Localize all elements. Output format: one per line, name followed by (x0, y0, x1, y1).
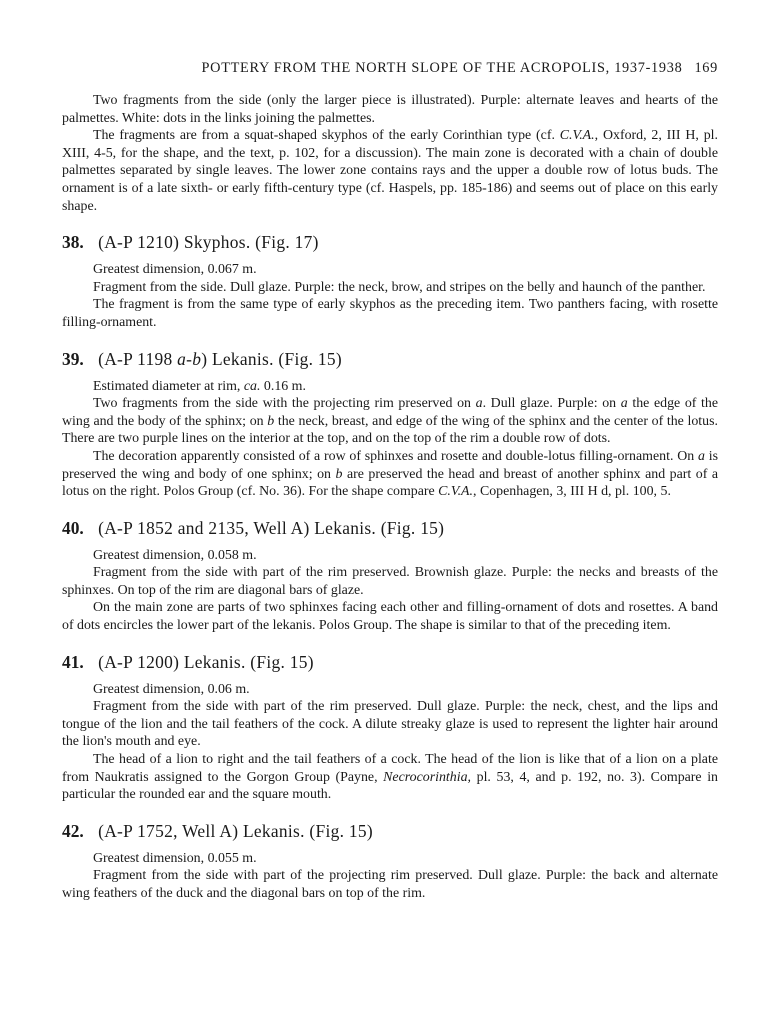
entry-heading (62, 231, 718, 253)
entry-heading (62, 517, 718, 539)
entry-paragraph: Fragment from the side. Dull glaze. Purple: the neck, brow, and stripes on the belly and haunch of the panther. (93, 279, 706, 295)
catalogue-entry (62, 820, 718, 903)
catalogue-entry (62, 348, 718, 501)
entry-paragraph: Fragment from the side with part of the rim preserved. Brownish glaze. Purple: the necks and breasts of the sphinxes. On top of the rim are diagonal bars of glaze. (62, 565, 718, 598)
entry-number: 39. (62, 348, 84, 369)
entry-paragraph: The head of a lion to right and the tail feathers of a cock. The head of the lion is like that of a lion on a plate from Naukratis assigned to the Gorgon Group (Payne, Necrocorinthia, pl. 53, 4, and p. 192, no. 3). Compare in particular the rounded ear and the square mouth. (62, 752, 719, 803)
entry-number: 40. (62, 517, 84, 538)
entry-title: (A-P 1198 a-b) Lekanis. (Fig. 15) (98, 348, 342, 369)
running-title: POTTERY FROM THE NORTH SLOPE OF THE ACROPOLIS, 1937-1938 (201, 60, 683, 76)
entry-heading (62, 651, 718, 673)
entry-paragraph: The decoration apparently consisted of a row of sphinxes and rosette and double-lotus filling-ornament. On a is preserved the wing and body of one sphinx; on b are preserved the head and breast of another sphinx and part of a lotus on the right. Polos Group (cf. No. 36). For the shape compare C.V.A., Copenhagen, 3, III H d, pl. 100, 5. (62, 448, 718, 500)
entry-heading (62, 348, 718, 370)
entry-paragraph: On the main zone are parts of two sphinxes facing each other and filling-ornament of dots and rosettes. A band of dots encircles the lower part of the lekanis. Polos Group. The shape is similar to that of the preceding item. (62, 600, 718, 634)
entry-title: (A-P 1210) Skyphos. (Fig. 17) (98, 232, 319, 253)
entry-title: (A-P 1752, Well A) Lekanis. (Fig. 15) (98, 820, 373, 841)
page (62, 58, 718, 903)
entry-dimension: Greatest dimension, 0.067 m. (93, 262, 257, 278)
entry-heading (62, 820, 718, 842)
entry-dimension: Greatest dimension, 0.058 m. (93, 547, 257, 563)
entry-number: 41. (62, 651, 84, 672)
entry-dimension: Greatest dimension, 0.06 m. (93, 681, 250, 697)
intro-paragraph: Two fragments from the side (only the larger piece is illustrated). Purple: alternate leaves and hearts of the palmettes. White: dots in the links joining the palmettes. (62, 93, 718, 126)
running-head (62, 58, 718, 78)
catalogue-entry (62, 517, 718, 635)
intro-section (62, 92, 718, 215)
entry-paragraph: Fragment from the side with part of the projecting rim preserved. Dull glaze. Purple: the back and alternate wing feathers of the duck and the diagonal bars on top of the rim. (62, 868, 718, 901)
catalogue-entry (62, 651, 718, 804)
entry-title: (A-P 1852 and 2135, Well A) Lekanis. (Fig. 15) (98, 517, 445, 538)
entry-paragraph: Two fragments from the side with the projecting rim preserved on a. Dull glaze. Purple: on a the edge of the wing and the body of the sphinx; on b the neck, breast, and edge of the wing of the sphinx and the center of the lotus. There are two purple lines on the interior at the top, and on the top of the rim a double row of dots. (62, 396, 719, 447)
entry-paragraph: The fragment is from the same type of early skyphos as the preceding item. Two panthers facing, with rosette filling-ornament. (62, 297, 718, 330)
entry-dimension: Greatest dimension, 0.055 m. (93, 850, 257, 866)
entry-paragraph: Fragment from the side with part of the rim preserved. Dull glaze. Purple: the neck, chest, and the lips and tongue of the lion and the tail feathers of the cock. A dilute streaky glaze is used to represent the lighter hair around the lion's mouth and eye. (62, 699, 718, 750)
intro-paragraph: The fragments are from a squat-shaped skyphos of the early Corinthian type (cf. C.V.A., Oxford, 2, III H, pl. XIII, 4-5, for the shape, and the text, p. 102, for a discussion). The main zone is decorated with a chain of double palmettes separated by single leaves. The lower zone contains rays and the upper a double row of lotus buds. The ornament is of a late sixth- or early fifth-century type (cf. Haspels, pp. 185-186) and seems out of place on this early shape. (62, 128, 719, 214)
entry-number: 42. (62, 820, 84, 841)
entry-title: (A-P 1200) Lekanis. (Fig. 15) (98, 651, 314, 672)
catalogue-entry (62, 231, 718, 331)
page-number: 169 (694, 60, 718, 76)
entry-number: 38. (62, 232, 84, 253)
entry-dimension: Estimated diameter at rim, ca. 0.16 m. (93, 378, 306, 394)
